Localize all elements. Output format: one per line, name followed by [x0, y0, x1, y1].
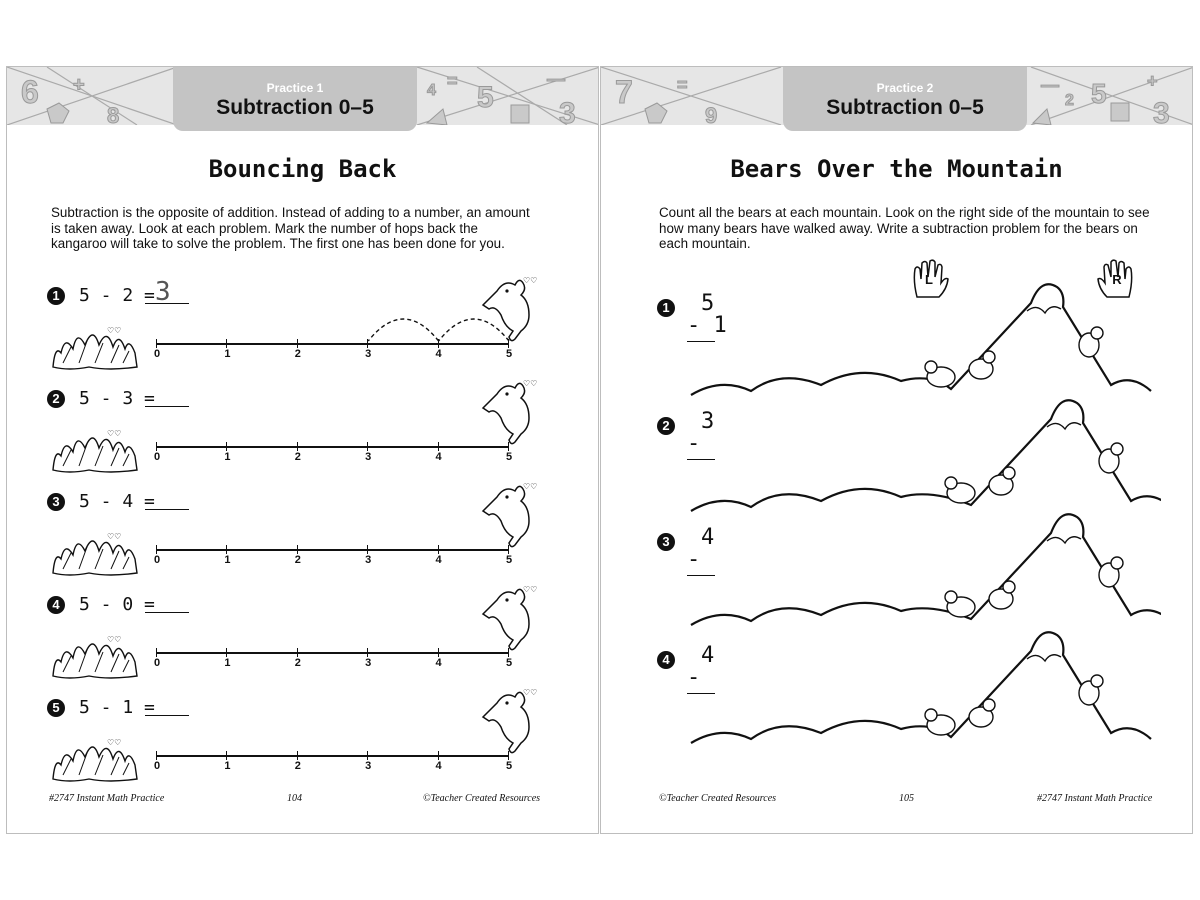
number-line-label: 5	[505, 451, 513, 463]
number-line-label: 4	[435, 554, 442, 566]
svg-text:+: +	[73, 74, 85, 96]
svg-text:♡♡: ♡♡	[523, 482, 538, 491]
number-line-label: 3	[365, 348, 372, 360]
number-line-label: 4	[435, 760, 442, 772]
number-line-tick[interactable]	[226, 751, 227, 760]
number-line-label: 1	[224, 451, 231, 463]
svg-text:6: 6	[21, 74, 39, 110]
grass-hop-illustration	[49, 632, 141, 682]
equation: 5 - 1 =	[79, 697, 155, 718]
top-number: 4	[701, 525, 715, 550]
header-tab	[783, 67, 1027, 131]
number-line-tick[interactable]	[297, 751, 298, 760]
number-line-tick[interactable]	[367, 751, 368, 760]
number-line-label: 5	[505, 760, 513, 772]
number-line-tick[interactable]	[156, 442, 157, 451]
practice-topic: Subtraction 0–5	[216, 96, 374, 119]
grass-hop-illustration	[49, 426, 141, 476]
number-line-axis	[157, 446, 509, 448]
svg-text:5: 5	[1091, 78, 1107, 109]
number-line	[153, 735, 513, 785]
instructions: Subtraction is the opposite of addition. Instead of adding to a number, an amount is taken away. Look at each problem. Mark the number of hops back the kangaroo will take to solve the problem. The first one has been done for you.	[51, 205, 530, 251]
svg-text:♡♡: ♡♡	[107, 635, 122, 644]
problem-number-badge: 5	[47, 699, 65, 717]
svg-text:♡♡: ♡♡	[523, 585, 538, 594]
problem-5	[7, 688, 598, 802]
footer-left: ©Teacher Created Resources	[659, 793, 777, 804]
problem-number-badge: 4	[47, 596, 65, 614]
practice-number: Practice 2	[876, 81, 934, 95]
top-number: 5	[701, 291, 715, 316]
number-line-tick[interactable]	[156, 545, 157, 554]
top-number: 4	[701, 643, 715, 668]
footer-left: #2747 Instant Math Practice	[49, 793, 165, 804]
problem-3	[7, 482, 598, 596]
grass-hop-illustration	[49, 529, 141, 579]
number-line-label: 3	[365, 760, 372, 772]
subtract-entry[interactable]: - 1	[687, 313, 727, 338]
left-page	[6, 66, 599, 834]
svg-text:♡♡: ♡♡	[523, 688, 538, 697]
number-line-label: 2	[294, 760, 301, 772]
svg-text:♡♡: ♡♡	[107, 326, 122, 335]
footer-right: #2747 Instant Math Practice	[1037, 793, 1153, 804]
equation: 5 - 0 =	[79, 594, 155, 615]
svg-text:5: 5	[477, 81, 494, 114]
bear-problem-4	[601, 645, 1192, 763]
answer-blank[interactable]	[145, 406, 189, 407]
grass-hop-illustration	[49, 323, 141, 373]
mountain-bears-illustration	[661, 621, 1161, 751]
svg-text:4: 4	[427, 82, 436, 99]
number-line-label: 0	[153, 554, 161, 566]
problem-number-badge: 4	[657, 651, 675, 669]
svg-text:♡♡: ♡♡	[107, 738, 122, 747]
grass-hop-illustration	[49, 735, 141, 785]
number-line-label: 1	[224, 348, 231, 360]
header-tab	[173, 67, 417, 131]
svg-text:3: 3	[559, 97, 576, 125]
number-line-tick[interactable]	[226, 442, 227, 451]
problem-number-badge: 2	[657, 417, 675, 435]
number-line-label: 5	[505, 657, 513, 669]
hand-label-left: L	[925, 272, 933, 287]
answer-blank[interactable]	[145, 509, 189, 510]
number-line-label: 2	[294, 554, 301, 566]
number-line-tick[interactable]	[367, 545, 368, 554]
svg-text:3: 3	[1153, 97, 1170, 125]
svg-text:—: —	[1041, 75, 1059, 95]
number-line-tick[interactable]	[438, 751, 439, 760]
svg-text:—: —	[547, 69, 565, 89]
number-line-label: 2	[294, 451, 301, 463]
example-hops	[157, 297, 517, 347]
number-line-label: 2	[294, 657, 301, 669]
problem-number-badge: 2	[47, 390, 65, 408]
number-line-label: 1	[224, 554, 231, 566]
hand-label-right: R	[1112, 272, 1122, 287]
number-line-label: 2	[294, 348, 301, 360]
number-line-tick[interactable]	[297, 648, 298, 657]
answer-blank[interactable]	[145, 612, 189, 613]
number-line-tick[interactable]	[508, 751, 509, 760]
answer-text: 3	[155, 277, 171, 307]
number-line-axis	[157, 549, 509, 551]
mountain-bears-illustration	[661, 389, 1161, 519]
mountain-bears-illustration	[661, 503, 1161, 633]
practice-topic: Subtraction 0–5	[826, 96, 984, 119]
top-number: 3	[701, 409, 715, 434]
right-page	[600, 66, 1193, 834]
equation: 5 - 3 =	[79, 388, 155, 409]
number-line-label: 3	[365, 451, 372, 463]
footer-right: ©Teacher Created Resources	[423, 793, 541, 804]
svg-text:♡♡: ♡♡	[107, 429, 122, 438]
svg-text:8: 8	[107, 103, 120, 125]
number-line-label: 4	[435, 451, 442, 463]
number-line-tick[interactable]	[367, 442, 368, 451]
svg-text:+: +	[1147, 71, 1158, 91]
number-line-tick[interactable]	[367, 648, 368, 657]
number-line-tick[interactable]	[508, 442, 509, 451]
problem-number-badge: 1	[657, 299, 675, 317]
subtract-entry[interactable]: -	[687, 665, 701, 690]
number-line-tick[interactable]	[508, 545, 509, 554]
answer-blank[interactable]	[145, 715, 189, 716]
number-line-label: 1	[224, 657, 231, 669]
number-line-label: 4	[435, 657, 442, 669]
svg-text:7: 7	[615, 74, 633, 110]
problem-number-badge: 3	[47, 493, 65, 511]
number-line-tick[interactable]	[438, 648, 439, 657]
problem-number-badge: 3	[657, 533, 675, 551]
number-line-tick[interactable]	[438, 545, 439, 554]
number-line-label: 0	[153, 760, 161, 772]
page-title: Bears Over the Mountain	[730, 155, 1063, 183]
number-line-tick[interactable]	[438, 442, 439, 451]
number-line-label: 5	[505, 348, 513, 360]
svg-text:=: =	[677, 75, 688, 95]
equation: 5 - 2 =	[79, 285, 155, 306]
problem-1	[7, 276, 598, 390]
number-line-axis	[157, 652, 509, 654]
svg-text:♡♡: ♡♡	[523, 379, 538, 388]
number-line-axis	[157, 755, 509, 757]
number-line	[153, 426, 513, 476]
number-line-tick[interactable]	[508, 648, 509, 657]
number-line-label: 3	[365, 554, 372, 566]
number-line	[153, 632, 513, 682]
equation: 5 - 4 =	[79, 491, 155, 512]
svg-text:9: 9	[705, 103, 718, 125]
number-line-label: 0	[153, 451, 161, 463]
number-line-tick[interactable]	[156, 648, 157, 657]
footer-page-number: 104	[287, 793, 302, 804]
number-line-label: 4	[435, 348, 442, 360]
page-title: Bouncing Back	[208, 155, 397, 183]
number-line-tick[interactable]	[297, 442, 298, 451]
number-line-label: 3	[365, 657, 372, 669]
footer-page-number: 105	[899, 793, 914, 804]
practice-number: Practice 1	[266, 81, 324, 95]
svg-text:2: 2	[1065, 92, 1074, 109]
subtract-entry[interactable]: -	[687, 547, 701, 572]
svg-text:=: =	[447, 71, 458, 91]
number-line-tick[interactable]	[156, 751, 157, 760]
problem-4	[7, 585, 598, 699]
number-line	[153, 529, 513, 579]
number-line-label: 5	[505, 554, 513, 566]
instructions: Count all the bears at each mountain. Look on the right side of the mountain to see how many bears have walked away. Write a subtraction problem for the bears on each mountain.	[659, 205, 1150, 251]
number-line-tick[interactable]	[226, 648, 227, 657]
number-line-tick[interactable]	[226, 545, 227, 554]
number-line-label: 0	[153, 657, 161, 669]
problem-2	[7, 379, 598, 493]
problem-number-badge: 1	[47, 287, 65, 305]
number-line-label: 1	[224, 760, 231, 772]
svg-text:♡♡: ♡♡	[523, 276, 538, 285]
mountain-bears-illustration	[661, 273, 1161, 403]
subtract-entry[interactable]: -	[687, 431, 701, 456]
number-line-label: 0	[153, 348, 161, 360]
svg-text:♡♡: ♡♡	[107, 532, 122, 541]
number-line-tick[interactable]	[297, 545, 298, 554]
